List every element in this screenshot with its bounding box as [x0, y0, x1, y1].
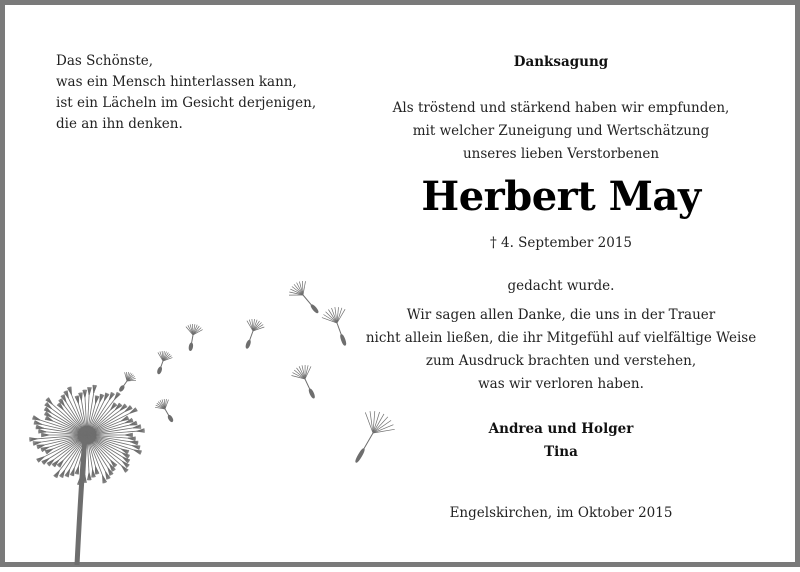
seed-icon: [186, 324, 203, 351]
thanks-line: nicht allein ließen, die ihr Mitgefühl auf vielfältige Weise: [361, 327, 761, 350]
notice-heading: Danksagung: [361, 54, 761, 70]
intro-line: mit welcher Zuneigung und Wertschätzung: [361, 120, 761, 143]
quote-line: was ein Mensch hinterlassen kann,: [56, 72, 316, 93]
thanks-text: [361, 304, 761, 396]
memorial-quote: [56, 51, 316, 135]
thanks-line: zum Ausdruck brachten und verstehen,: [361, 350, 761, 373]
seed-icon: [155, 399, 174, 422]
notice-intro: [361, 97, 761, 166]
seed-icon: [322, 307, 347, 346]
signer-line: Tina: [361, 441, 761, 464]
intro-line: unseres lieben Verstorbenen: [361, 143, 761, 166]
intro-line: Als tröstend und stärkend haben wir empfunden,: [361, 97, 761, 120]
deceased-name: Herbert May: [361, 173, 761, 220]
quote-line: Das Schönste,: [56, 51, 316, 72]
thanks-line: was wir verloren haben.: [361, 373, 761, 396]
seed-icon: [292, 365, 316, 399]
quote-line: die an ihn denken.: [56, 114, 316, 135]
place-date: Engelskirchen, im Oktober 2015: [361, 505, 761, 521]
seed-icon: [119, 372, 136, 392]
seed-icon: [289, 281, 319, 314]
signer-line: Andrea und Holger: [361, 418, 761, 441]
remembered-line: gedacht wurde.: [361, 278, 761, 294]
death-date: † 4. September 2015: [361, 235, 761, 251]
seed-icon: [157, 351, 173, 374]
thanks-line: Wir sagen allen Danke, die uns in der Trauer: [361, 304, 761, 327]
seed-icon: [245, 319, 264, 349]
signers: [361, 418, 761, 464]
quote-line: ist ein Lächeln im Gesicht derjenigen,: [56, 93, 316, 114]
